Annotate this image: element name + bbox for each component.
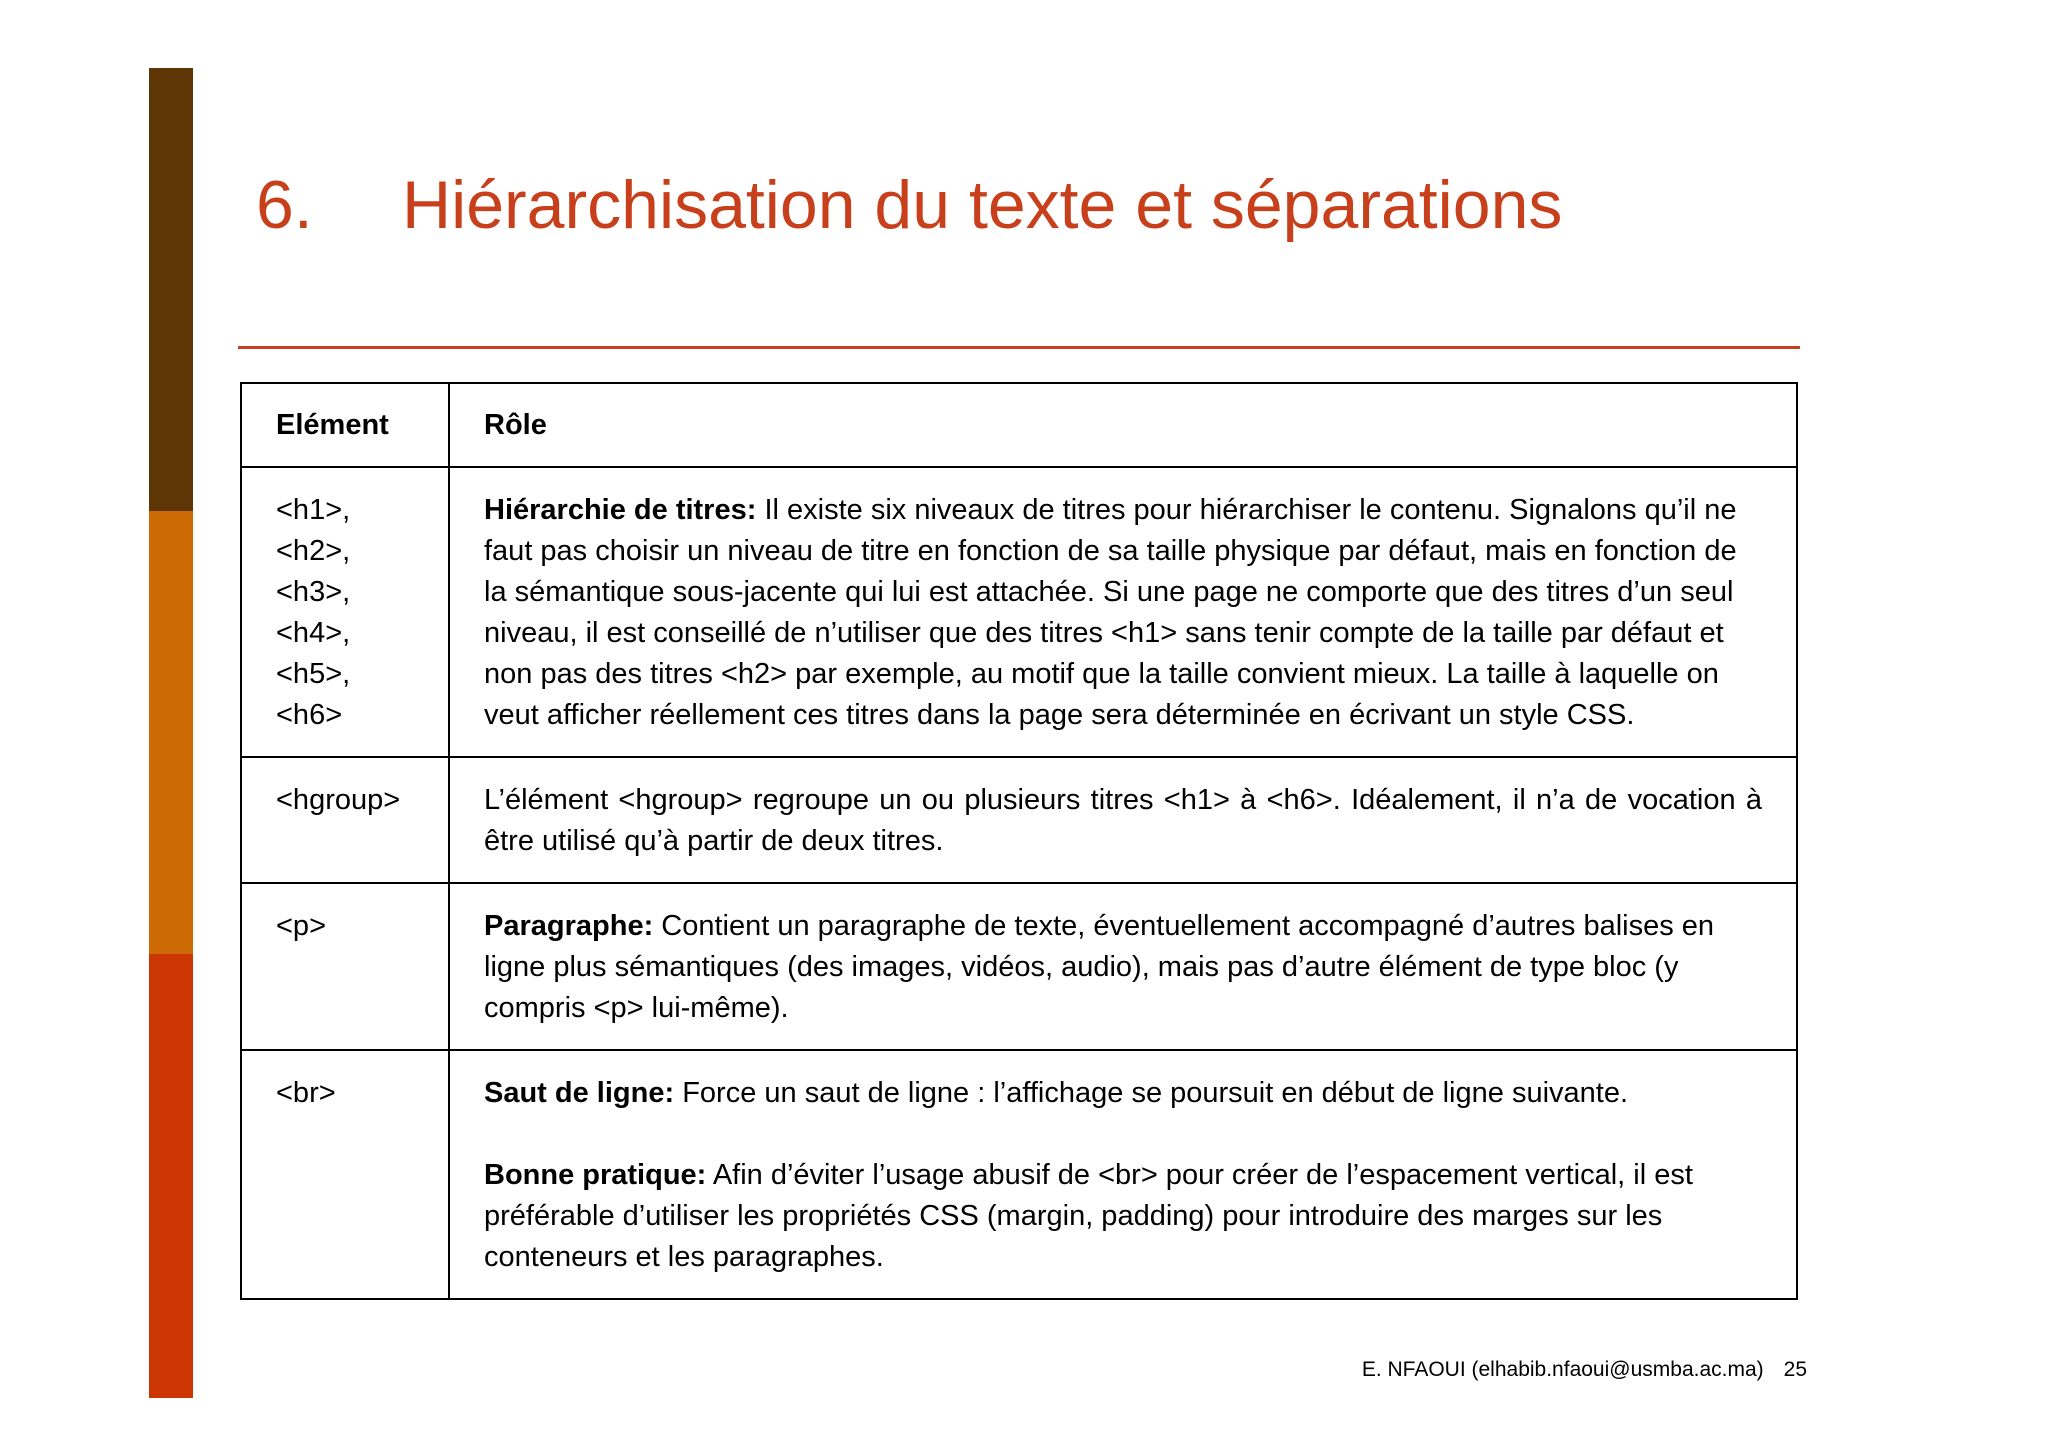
element-name: <h2>, bbox=[276, 535, 351, 567]
paragraph-gap bbox=[484, 1114, 1762, 1155]
element-name: <h4>, bbox=[276, 617, 351, 649]
element-cell bbox=[241, 883, 449, 1050]
slide-title bbox=[256, 168, 1562, 243]
page-number: 25 bbox=[1783, 1358, 1807, 1381]
table-row bbox=[241, 1050, 1797, 1299]
role-cell bbox=[449, 883, 1797, 1050]
role-cell bbox=[449, 1050, 1797, 1299]
element-cell bbox=[241, 467, 449, 757]
table-row bbox=[241, 883, 1797, 1050]
header-role: Rôle bbox=[449, 383, 1797, 467]
element-role-table bbox=[240, 382, 1798, 1300]
side-color-bar bbox=[149, 68, 193, 1398]
header-element: Elément bbox=[241, 383, 449, 467]
side-bar-segment-bottom bbox=[149, 954, 193, 1398]
role-text: L’élément <hgroup> regroupe un ou plusieurs titres <h1> à <h6>. Idéalement, il n’a de vocation à être utilisé qu’à partir de deux titres. bbox=[484, 784, 1762, 857]
side-bar-segment-top bbox=[149, 68, 193, 511]
role-text: Force un saut de ligne : l’affichage se poursuit en début de ligne suivante. bbox=[682, 1077, 1629, 1109]
element-name: <h3>, bbox=[276, 576, 351, 608]
role-description bbox=[484, 1073, 1762, 1114]
table-row bbox=[241, 757, 1797, 883]
note-text: Afin d’éviter l’usage abusif de <br> pour créer de l’espacement vertical, il est préférable d’utiliser les propriétés CSS (margin, padding) pour introduire des marges sur les conteneurs et les paragraphes. bbox=[484, 1159, 1693, 1273]
role-text: Il existe six niveaux de titres pour hiérarchiser le contenu. Signalons qu’il ne faut pas choisir un niveau de titre en fonction de sa taille physique par défaut, mais en fonction de la sémantique sous-jacente qui lui est attachée. Si une page ne comporte que des titres d’un seul niveau, il est conseillé de n’utiliser que des titres <h1> sans tenir compte de la taille par défaut et non pas des titres <h2> par exemple, au motif que la taille convient mieux. La taille à laquelle on veut afficher réellement ces titres dans la page sera déterminée en écrivant un style CSS. bbox=[484, 494, 1737, 731]
role-term: Saut de ligne: bbox=[484, 1077, 675, 1109]
element-name: <hgroup> bbox=[276, 784, 401, 816]
footer-author: E. NFAOUI (elhabib.nfaoui@usmba.ac.ma) bbox=[1361, 1358, 1764, 1381]
side-bar-segment-middle bbox=[149, 511, 193, 954]
table-row bbox=[241, 467, 1797, 757]
element-name: <h6> bbox=[276, 699, 343, 731]
element-name: <br> bbox=[276, 1077, 336, 1109]
role-term: Hiérarchie de titres: bbox=[484, 494, 757, 526]
role-cell bbox=[449, 467, 1797, 757]
element-cell bbox=[241, 757, 449, 883]
role-description bbox=[484, 906, 1762, 1029]
element-name: <p> bbox=[276, 910, 326, 942]
role-term: Paragraphe: bbox=[484, 910, 654, 942]
role-description bbox=[484, 780, 1762, 862]
note-term: Bonne pratique: bbox=[484, 1159, 707, 1191]
element-cell bbox=[241, 1050, 449, 1299]
role-description bbox=[484, 490, 1762, 736]
role-text: Contient un paragraphe de texte, éventuellement accompagné d’autres balises en ligne plus sémantiques (des images, vidéos, audio), mais pas d’autre élément de type bloc (y compris <p> lui-même). bbox=[484, 910, 1715, 1024]
slide-number: 6. bbox=[256, 167, 313, 243]
element-name: <h1>, bbox=[276, 494, 351, 526]
element-name: <h5>, bbox=[276, 658, 351, 690]
slide-footer bbox=[1362, 1358, 1807, 1382]
title-divider bbox=[238, 346, 1800, 349]
role-cell bbox=[449, 757, 1797, 883]
slide-title-text: Hiérarchisation du texte et séparations bbox=[402, 167, 1563, 243]
best-practice-note bbox=[484, 1155, 1762, 1278]
table-header-row bbox=[241, 383, 1797, 467]
